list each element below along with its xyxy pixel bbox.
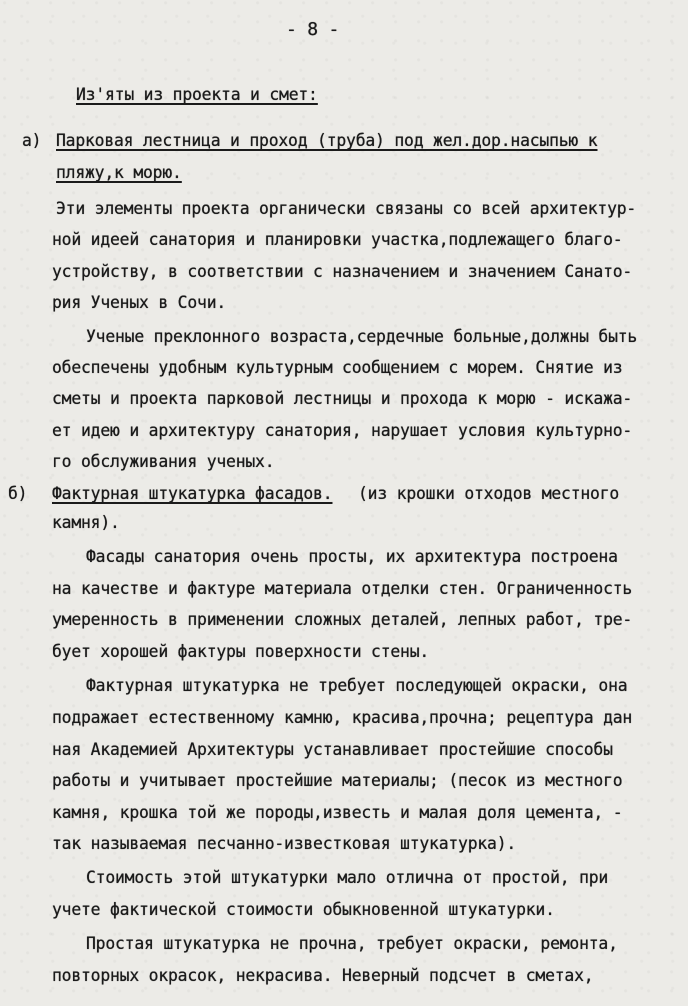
section-a-line-4: рия Ученых в Сочи. xyxy=(52,293,227,312)
section-a-line-7: сметы и проекта парковой лестницы и прохода к морю - искажа- xyxy=(52,389,633,408)
section-a-title-line-1: Парковая лестница и проход (труба) под жел.дор.насыпью к xyxy=(56,131,598,150)
section-a-line-9: го обслуживания ученых. xyxy=(52,452,275,471)
section-b-title-line-2: камня). xyxy=(52,513,120,532)
section-b-title: Фактурная штукатурка фасадов. xyxy=(52,484,333,503)
section-b-line-6: подражает естественному камню, красива,прочна; рецептура дан xyxy=(52,708,633,727)
section-b-line-3: умеренность в применении сложных деталей, лепных работ, тре- xyxy=(52,610,633,629)
section-a-line-2: ной идеей санатория и планировки участка,подлежащего благо- xyxy=(52,230,623,249)
section-a-title-line-2: пляжу,к морю. xyxy=(56,163,182,182)
section-b-line-5: Фактурная штукатурка не требует последующей окраски, она xyxy=(86,676,628,695)
section-b-line-11: Стоимость этой штукатурки мало отлична от простой, при xyxy=(86,868,609,887)
section-b-line-14: повторных окрасок, некрасива. Неверный подсчет в сметах, xyxy=(52,966,594,985)
heading: Из'яты из проекта и смет: xyxy=(76,85,318,104)
section-b-line-13: Простая штукатурка не прочна, требует окраски, ремонта, xyxy=(86,934,618,953)
section-b-marker: б) xyxy=(8,484,28,503)
section-a-line-6: обеспечены удобным культурным сообщением с морем. Снятие из xyxy=(52,358,623,377)
section-a-line-1: Эти элементы проекта органически связаны со всей архитектур- xyxy=(56,199,637,218)
section-b-line-1: Фасады санатория очень просты, их архитектура построена xyxy=(86,547,618,566)
section-b-line-7: ная Академией Архитектуры устанавливает простейшие способы xyxy=(52,740,613,759)
section-b-line-9: камня, крошка той же породы,известь и малая доля цемента, - xyxy=(52,803,623,822)
section-b-line-8: работы и учитывает простейшие материалы; (песок из местного xyxy=(52,771,623,790)
section-a-line-5: Ученые преклонного возраста,сердечные больные,должны быть xyxy=(86,327,638,346)
section-b-line-12: учете фактической стоимости обыкновенной штукатурки. xyxy=(52,900,555,919)
section-b-line-10: так называемая песчанно-известковая штукатурка). xyxy=(52,834,517,853)
section-a-line-3: устройству, в соответствии с назначением и значением Санато- xyxy=(52,262,633,281)
section-b-title-rest: (из крошки отходов местного xyxy=(358,484,620,503)
section-b-line-4: бует хорошей фактуры поверхности стены. xyxy=(52,642,430,661)
page-number: - 8 - xyxy=(286,19,340,40)
section-a-line-8: ет идею и архитектуру санатория, нарушает условия культурно- xyxy=(52,421,633,440)
section-a-marker: а) xyxy=(22,131,42,150)
section-b-line-2: на качестве и фактуре материала отделки стен. Ограниченность xyxy=(52,579,633,598)
